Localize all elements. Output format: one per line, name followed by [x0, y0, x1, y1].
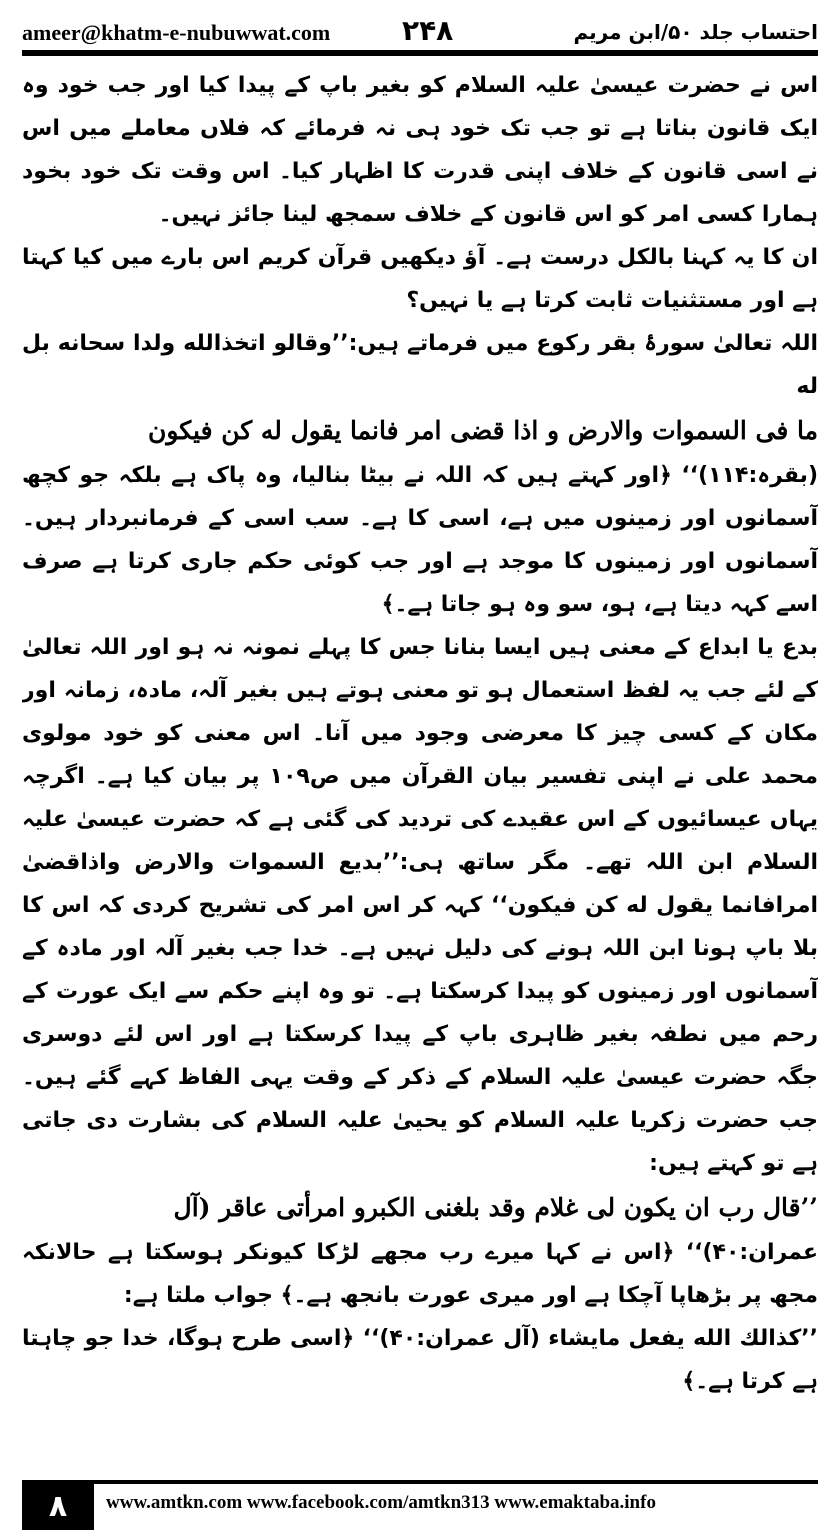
header-page-number: ۲۴۸ [402, 14, 454, 47]
paragraph-7: ’’کذالك الله یفعل مایشاء (آل عمران:۴۰)‘‘ ﴿اسی طرح ہوگا، خدا جو چاہتا ہے کرتا ہے۔﴾ [22, 1326, 818, 1394]
arabic-verse-1: ما فی السموات والارض و اذا قضی امر فانما یقول له کن فیکون [147, 416, 818, 445]
header-email: ameer@khatm-e-nubuwwat.com [22, 20, 331, 45]
arabic-verse-2: ’’قال رب ان یکون لی غلام وقد بلغنی الکبرو امرأتی عاقر (آل [173, 1193, 818, 1222]
paragraph-2: ان کا یہ کہنا بالکل درست ہے۔ آؤ دیکھیں قرآن کریم اس بارے میں کیا کہتا ہے اور مستثنیات ثابت کرتا ہے یا نہیں؟ [22, 245, 818, 313]
page-header [22, 12, 818, 52]
page-footer [22, 1480, 818, 1530]
footer-links[interactable]: www.amtkn.com www.facebook.com/amtkn313 www.emaktaba.info [106, 1492, 656, 1513]
paragraph-5: بدع یا ابداع کے معنی ہیں ایسا بنانا جس کا پہلے نمونہ نہ ہو اور اللہ تعالیٰ کے لئے جب یہ لفظ استعمال ہو تو معنی ہوتے ہیں بغیر آلہ، مادہ، زمانہ اور مکان کے کسی چیز کا معرضی وجود میں آنا۔ اس معنی کو خود مولوی محمد علی نے اپنی تفسیر بیان القرآن میں ص۱۰۹ پر بیان کیا ہے۔ اگرچہ یہاں عیسائیوں کے اس عقیدے کی تردید کی گئی ہے کہ حضرت عیسیٰ علیہ السلام ابن اللہ تھے۔ مگر ساتھ ہی:’’بدیع السموات والارض واذاقضیٰ امرافانما یقول له کن فیکون‘‘ کہہ کر اس امر کی تشریح کردی کہ اس کا بلا باپ ہونا ابن اللہ ہونے کی دلیل نہیں ہے۔ خدا جب بغیر آلہ اور مادہ کے آسمانوں اور زمینوں کو پیدا کرسکتا ہے۔ تو وہ اپنے حکم سے ایک عورت کے رحم میں نطفہ بغیر ظاہری باپ کے پیدا کرسکتا ہے اور اس لئے دوسری جگہ حضرت عیسیٰ علیہ السلام کے ذکر کے وقت یہی الفاظ کہے گئے ہیں۔ جب حضرت زکریا علیہ السلام کو یحییٰ علیہ السلام کی بشارت دی جاتی ہے تو کہتے ہیں: [22, 635, 818, 1176]
footer-divider [22, 1480, 818, 1484]
paragraph-1: اس نے حضرت عیسیٰ علیہ السلام کو بغیر باپ کے پیدا کیا اور جب خود وہ ایک قانون بناتا ہے تو جب تک خود ہی نہ فرمائے کہ فلاں معاملے میں اس نے اسی قانون کے خلاف اپنی قدرت کا اظہار کیا۔ اس وقت تک خود بخود ہمارا کسی امر کو اس قانون کے خلاف سمجھ لینا جائز نہیں۔ [22, 73, 818, 227]
paragraph-6: عمران:۴۰)‘‘ ﴿اس نے کہا میرے رب مجھے لڑکا کیونکر ہوسکتا ہے حالانکہ مجھ پر بڑھاپا آچکا ہے اور میری عورت بانجھ ہے۔﴾ جواب ملتا ہے: [22, 1240, 818, 1308]
footer-page-number: ۸ [22, 1484, 94, 1530]
page-body [22, 64, 818, 1454]
header-divider [22, 50, 818, 56]
paragraph-4: (بقرہ:۱۱۴)‘‘ ﴿اور کہتے ہیں کہ اللہ نے بیٹا بنالیا، وہ پاک ہے بلکہ جو کچھ آسمانوں اور زمینوں میں ہے، اسی کا ہے۔ سب اسی کے فرمانبردار ہیں۔ آسمانوں اور زمینوں کا موجد ہے اور جب کوئی حکم جاری کرتا ہے صرف اسے کہہ دیتا ہے، ہو، سو وہ ہو جاتا ہے۔﴾ [22, 463, 818, 617]
header-title: احتساب جلد ۵۰/ابن مریم [573, 20, 818, 44]
paragraph-3: اللہ تعالیٰ سورۂ بقر رکوع میں فرماتے ہیں:’’وقالو اتخذالله ولدا سحانه بل له [22, 331, 818, 399]
